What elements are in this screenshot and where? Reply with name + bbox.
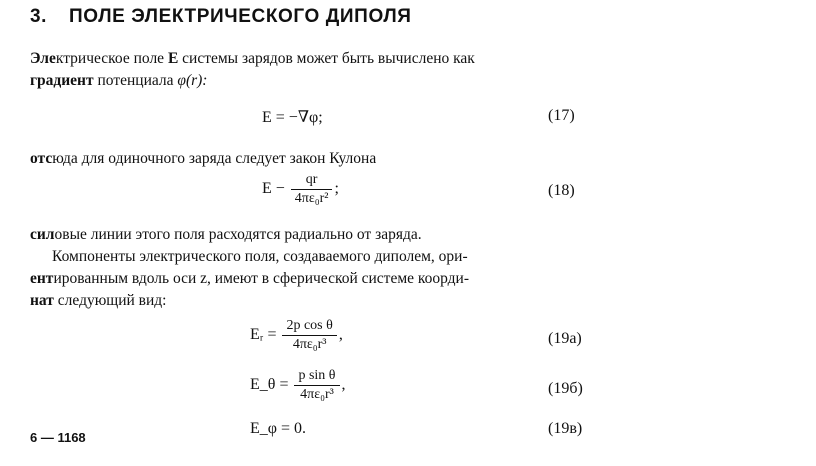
equation-19b-lhs: E_θ = <box>250 376 289 394</box>
equation-18-lhs: E − <box>262 180 285 198</box>
equation-18-denominator: 4πε₀r² <box>294 191 329 206</box>
equation-19b-number: (19б) <box>548 380 583 397</box>
paragraph-dipole-lead-3: нат <box>30 292 54 309</box>
equation-19b-fraction <box>294 368 339 403</box>
equation-19a-numerator: 2p cos θ <box>282 318 336 336</box>
paragraph-dipole-line-1: Компоненты электрического поля, создаваемого диполем, ори- <box>52 248 468 265</box>
equation-19a-fraction <box>282 318 336 353</box>
equation-17 <box>262 107 323 127</box>
equation-17-body: E = −∇φ; <box>262 109 323 126</box>
paragraph-coulomb-lead: отс <box>30 150 53 167</box>
paragraph-intro-text-a: ктрическое поле <box>55 50 168 67</box>
paragraph-dipole-line-3-wrap <box>30 290 590 312</box>
section-heading <box>30 6 412 28</box>
equation-19a-tail: , <box>338 326 343 344</box>
paragraph-field-lines-text: овые линии этого поля расходятся радиально от заряда. <box>54 226 422 243</box>
paragraph-field-lines <box>30 224 590 246</box>
equation-17-number: (17) <box>548 107 575 124</box>
equation-18-tail: ; <box>334 180 339 198</box>
equation-18 <box>262 172 339 207</box>
section-number: 3. <box>30 6 48 27</box>
equation-19c-number: (19в) <box>548 420 583 437</box>
page-signature: 6 — 1168 <box>30 430 86 445</box>
section-title: ПОЛЕ ЭЛЕКТРИЧЕСКОГО ДИПОЛЯ <box>69 6 412 27</box>
paragraph-dipole-line-2-wrap <box>30 268 590 290</box>
paragraph-coulomb-text: юда для одиночного заряда следует закон Кулона <box>52 150 377 167</box>
potential-symbol: φ(r): <box>177 72 208 89</box>
paragraph-intro-text-b: системы зарядов может быть вычислено как <box>178 50 475 67</box>
paragraph-intro-lead: Эле <box>30 50 56 67</box>
paragraph-coulomb <box>30 148 590 170</box>
equation-18-numerator: qr <box>291 172 333 190</box>
equation-19a-lhs: Eᵣ = <box>250 326 277 344</box>
paragraph-intro-text-c: потенциала <box>93 72 178 89</box>
equation-19b-numerator: p sin θ <box>294 368 339 386</box>
equation-19b-tail: , <box>341 376 346 394</box>
equation-19a <box>250 318 343 353</box>
equation-19b-denominator: 4πε₀r³ <box>300 387 334 402</box>
vector-E: E <box>167 50 179 67</box>
paragraph-intro <box>30 48 590 92</box>
paragraph-field-lines-lead: сил <box>30 226 55 243</box>
equation-19b <box>250 368 346 403</box>
equation-18-fraction <box>291 172 333 207</box>
paragraph-dipole-line-3: следующий вид: <box>53 292 167 309</box>
paragraph-dipole-line-2: ированным вдоль оси z, имеют в сферической системе коорди- <box>53 270 470 287</box>
paragraph-dipole <box>30 246 590 312</box>
equation-19c-body: E_φ = 0. <box>250 420 307 437</box>
equation-19c <box>250 420 306 438</box>
equation-18-number: (18) <box>548 182 575 199</box>
equation-19a-denominator: 4πε₀r³ <box>292 337 327 352</box>
paragraph-intro-lead-2: градиент <box>30 72 94 89</box>
equation-19a-number: (19а) <box>548 330 582 347</box>
paragraph-dipole-lead-2: ент <box>30 270 54 287</box>
